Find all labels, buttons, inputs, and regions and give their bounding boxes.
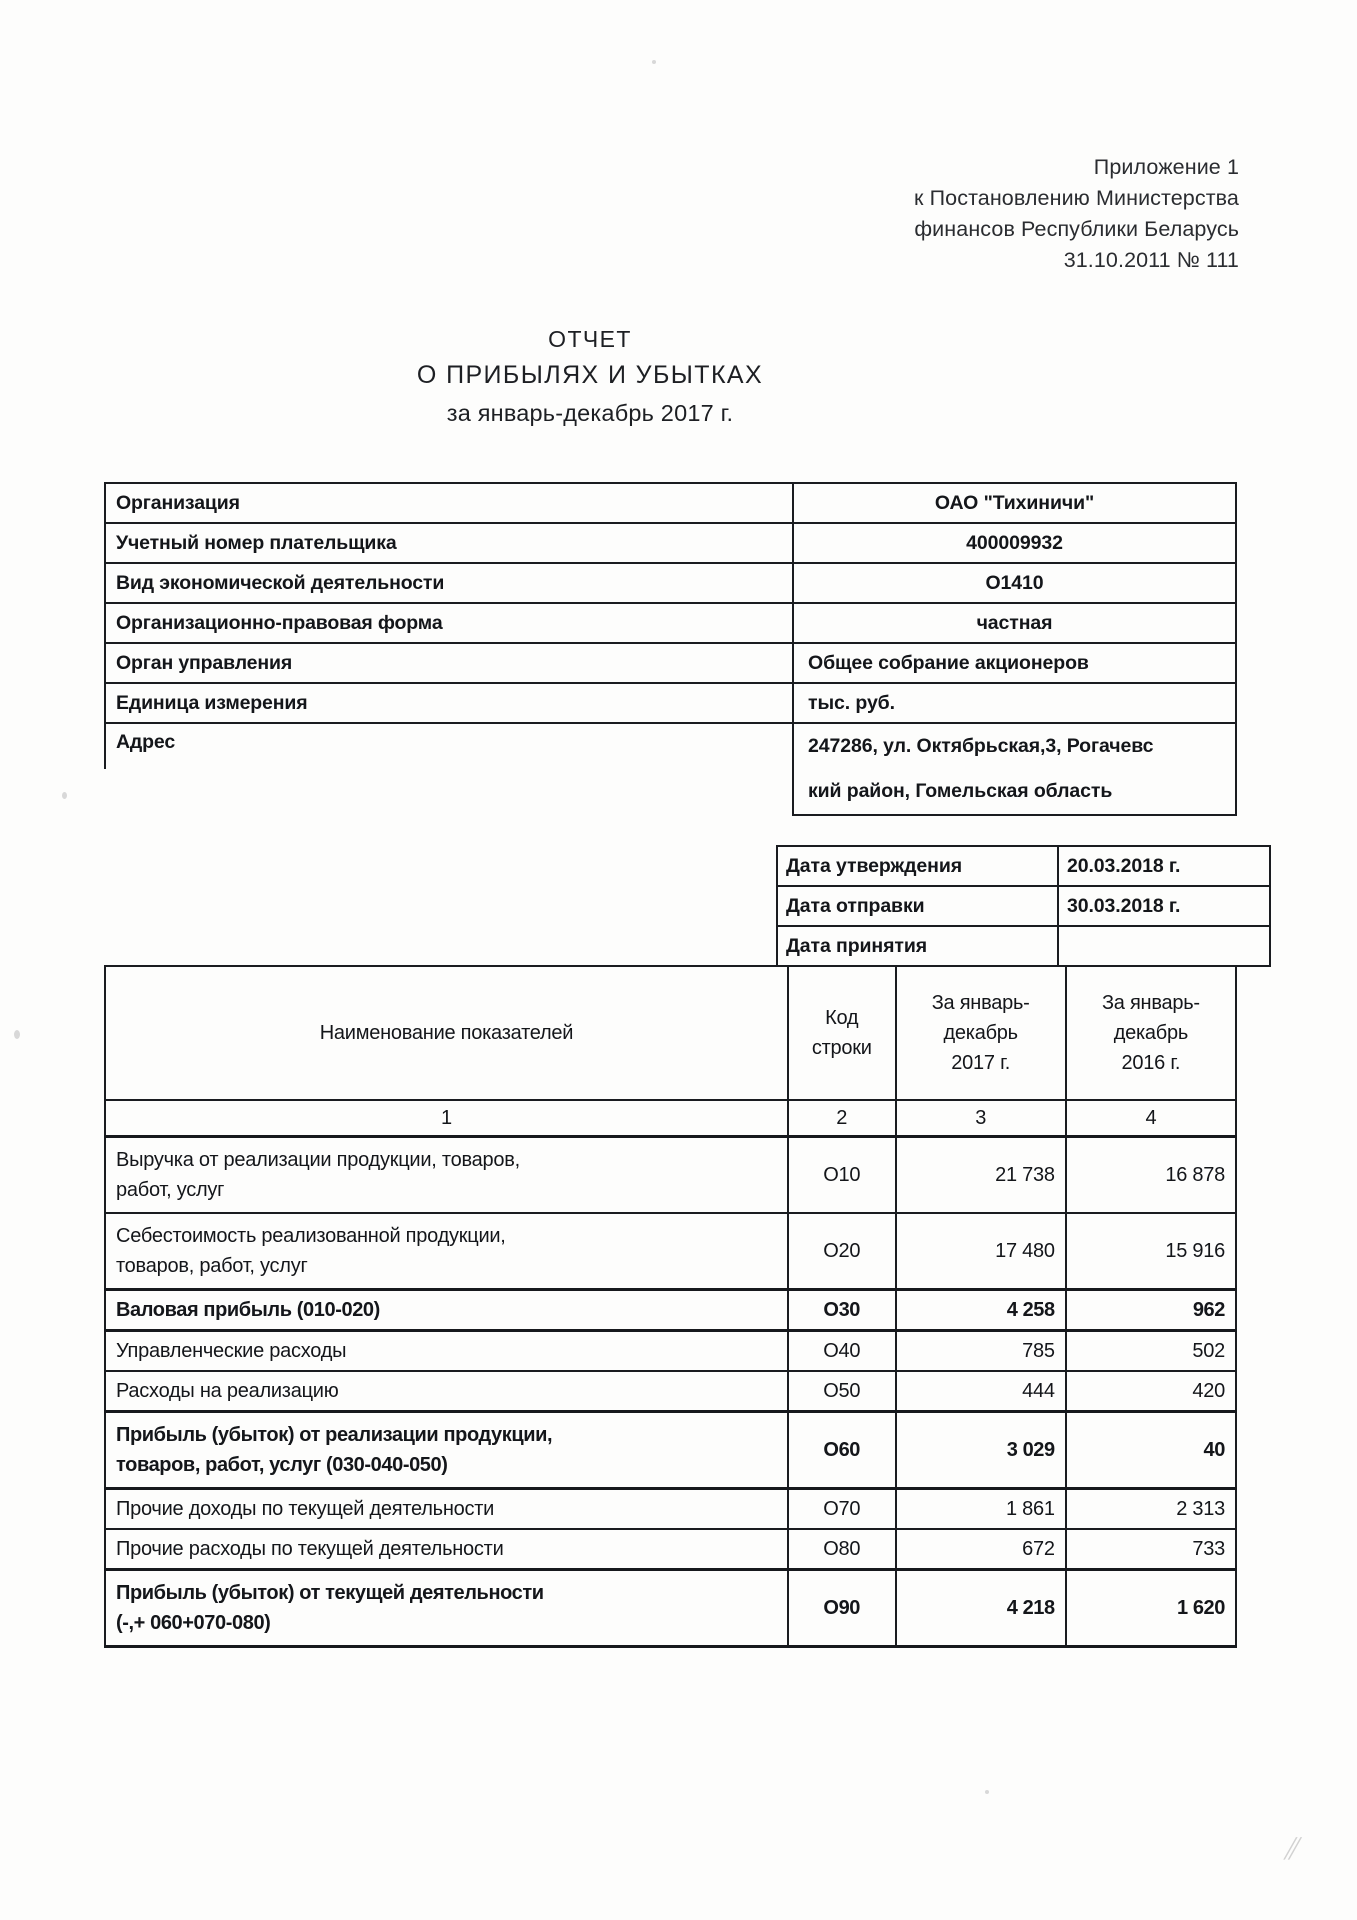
title-period: за январь-декабрь 2017 г. [446, 400, 734, 426]
dates-value-sent: 30.03.2018 г. [1058, 886, 1270, 926]
header-period-2016-line1: За январь- [1101, 992, 1200, 1014]
info-value-governing-body: Общее собрание акционеров [793, 643, 1236, 683]
header-period-2017-line2: декабрь [943, 1022, 1018, 1044]
header-period-2016-line3: 2016 г. [1121, 1052, 1181, 1074]
row-name-070: Прочие доходы по текущей деятельности [105, 1489, 788, 1530]
table-row [105, 1213, 1236, 1290]
row-name-030: Валовая прибыль (010-020) [105, 1290, 788, 1331]
table-row [105, 1331, 1236, 1372]
column-number-4: 4 [1066, 1100, 1236, 1137]
scan-speck [652, 60, 656, 64]
document-title-block [0, 322, 1180, 432]
info-row-governing-body [105, 643, 1236, 683]
scan-speck [62, 792, 67, 799]
row-name-020-line2: товаров, работ, услуг [116, 1255, 308, 1277]
info-row-taxpayer-number [105, 523, 1236, 563]
handwritten-page-mark: ⫽ [1283, 1833, 1297, 1866]
info-label-taxpayer-number: Учетный номер плательщика [105, 523, 793, 563]
row-name-010-line2: работ, услуг [116, 1179, 225, 1201]
row-value-2017-090: 4 218 [896, 1570, 1066, 1647]
info-row-legal-form [105, 603, 1236, 643]
header-row-code [788, 966, 896, 1100]
info-address-spacer [105, 769, 793, 815]
column-number-1: 1 [105, 1100, 788, 1137]
dates-row-approval [777, 846, 1270, 886]
row-name-090 [105, 1570, 788, 1647]
info-value-organization: ОАО "Тихиничи" [793, 483, 1236, 523]
row-value-2016-040: 502 [1066, 1331, 1236, 1372]
dates-row-sent [777, 886, 1270, 926]
row-value-2016-010: 16 878 [1066, 1137, 1236, 1214]
row-value-2016-070: 2 313 [1066, 1489, 1236, 1530]
scan-speck [14, 1030, 20, 1039]
table-column-number-row [105, 1100, 1236, 1137]
row-name-010-line1: Выручка от реализации продукции, товаров, [116, 1149, 520, 1171]
row-name-060-line1: Прибыль (убыток) от реализации продукции, [116, 1424, 553, 1446]
row-value-2017-080: 672 [896, 1529, 1066, 1570]
row-value-2017-060: 3 029 [896, 1412, 1066, 1489]
row-name-080: Прочие расходы по текущей деятельности [105, 1529, 788, 1570]
row-name-020-line1: Себестоимость реализованной продукции, [116, 1225, 506, 1247]
table-row [105, 1489, 1236, 1530]
column-number-3: 3 [896, 1100, 1066, 1137]
table-row [105, 1290, 1236, 1331]
document-reference-header [914, 152, 1239, 276]
header-period-2017-line3: 2017 г. [951, 1052, 1011, 1074]
row-value-2016-050: 420 [1066, 1371, 1236, 1412]
info-value-address: 247286, ул. Октябрьская,3, Рогачевс [793, 723, 1236, 769]
header-period-2017-line1: За январь- [931, 992, 1030, 1014]
row-value-2017-020: 17 480 [896, 1213, 1066, 1290]
table-row [105, 1529, 1236, 1570]
row-name-090-line2: (-,+ 060+070-080) [116, 1612, 271, 1634]
row-value-2017-070: 1 861 [896, 1489, 1066, 1530]
row-code-070: О70 [788, 1489, 896, 1530]
header-period-2016 [1066, 966, 1236, 1100]
table-row [105, 1570, 1236, 1647]
title-otchet: ОТЧЕТ [548, 326, 632, 352]
dates-row-accepted [777, 926, 1270, 966]
row-code-030: О30 [788, 1290, 896, 1331]
reference-line-3: финансов Республики Беларусь [914, 217, 1239, 241]
info-label-governing-body: Орган управления [105, 643, 793, 683]
row-code-020: О20 [788, 1213, 896, 1290]
header-period-2016-line2: декабрь [1113, 1022, 1189, 1044]
row-name-060-line2: товаров, работ, услуг (030-040-050) [116, 1454, 448, 1476]
row-name-040: Управленческие расходы [105, 1331, 788, 1372]
reference-line-4: 31.10.2011 № 111 [1063, 248, 1239, 272]
row-value-2017-050: 444 [896, 1371, 1066, 1412]
info-label-legal-form: Организационно-правовая форма [105, 603, 793, 643]
row-value-2016-060: 40 [1066, 1412, 1236, 1489]
table-row [105, 1412, 1236, 1489]
info-row-activity-type [105, 563, 1236, 603]
header-row-code-line2: строки [811, 1037, 872, 1059]
header-period-2017 [896, 966, 1066, 1100]
table-header-row [105, 966, 1236, 1100]
dates-table [776, 845, 1271, 967]
info-row-measurement-unit [105, 683, 1236, 723]
header-row-code-line1: Код [825, 1007, 859, 1029]
scan-speck [985, 1790, 989, 1794]
info-value-taxpayer-number: 400009932 [793, 523, 1236, 563]
info-value-address-line2: кий район, Гомельская область [793, 769, 1236, 815]
row-name-050: Расходы на реализацию [105, 1371, 788, 1412]
column-number-2: 2 [788, 1100, 896, 1137]
reference-line-1: Приложение 1 [1093, 155, 1239, 179]
row-code-060: О60 [788, 1412, 896, 1489]
info-label-activity-type: Вид экономической деятельности [105, 563, 793, 603]
row-value-2017-010: 21 738 [896, 1137, 1066, 1214]
row-value-2017-040: 785 [896, 1331, 1066, 1372]
info-row-address [105, 723, 1236, 769]
row-value-2016-020: 15 916 [1066, 1213, 1236, 1290]
info-label-address: Адрес [105, 723, 793, 769]
info-value-legal-form: частная [793, 603, 1236, 643]
dates-label-sent: Дата отправки [777, 886, 1058, 926]
dates-label-approval: Дата утверждения [777, 846, 1058, 886]
row-name-020 [105, 1213, 788, 1290]
info-value-activity-type: О1410 [793, 563, 1236, 603]
profit-loss-table [104, 965, 1237, 1648]
row-value-2017-030: 4 258 [896, 1290, 1066, 1331]
info-row-address-continuation [105, 769, 1236, 815]
row-code-040: О40 [788, 1331, 896, 1372]
row-code-010: О10 [788, 1137, 896, 1214]
row-code-090: О90 [788, 1570, 896, 1647]
row-name-010 [105, 1137, 788, 1214]
info-row-organization [105, 483, 1236, 523]
header-indicator-name: Наименование показателей [105, 966, 788, 1100]
title-subject: О ПРИБЫЛЯХ И УБЫТКАХ [416, 361, 764, 389]
row-name-090-line1: Прибыль (убыток) от текущей деятельности [116, 1582, 544, 1604]
info-label-measurement-unit: Единица измерения [105, 683, 793, 723]
info-value-measurement-unit: тыс. руб. [793, 683, 1236, 723]
row-value-2016-090: 1 620 [1066, 1570, 1236, 1647]
row-name-060 [105, 1412, 788, 1489]
dates-value-accepted [1058, 926, 1270, 966]
dates-value-approval: 20.03.2018 г. [1058, 846, 1270, 886]
row-code-050: О50 [788, 1371, 896, 1412]
row-value-2016-080: 733 [1066, 1529, 1236, 1570]
table-row [105, 1371, 1236, 1412]
dates-label-accepted: Дата принятия [777, 926, 1058, 966]
reference-line-2: к Постановлению Министерства [914, 186, 1239, 210]
row-code-080: О80 [788, 1529, 896, 1570]
organization-info-table [104, 482, 1237, 816]
table-row [105, 1137, 1236, 1214]
row-value-2016-030: 962 [1066, 1290, 1236, 1331]
info-label-organization: Организация [105, 483, 793, 523]
